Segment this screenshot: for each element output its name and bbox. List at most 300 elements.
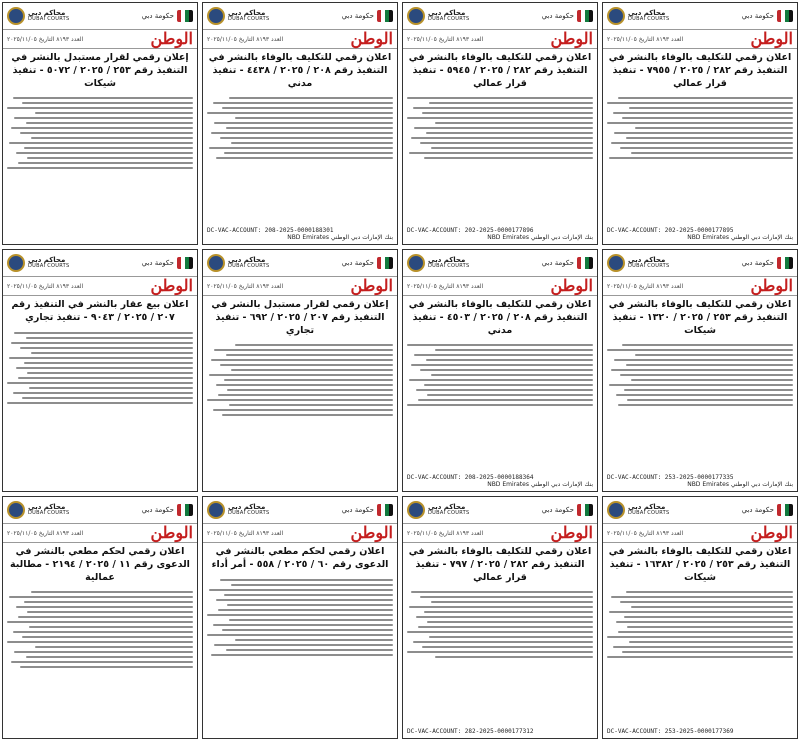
text-line bbox=[609, 611, 793, 613]
notice-footer bbox=[407, 728, 593, 735]
text-line bbox=[209, 374, 393, 376]
text-line bbox=[620, 147, 793, 149]
text-line bbox=[226, 649, 393, 651]
text-line bbox=[35, 646, 193, 648]
text-line bbox=[413, 641, 593, 643]
text-line bbox=[27, 157, 193, 159]
text-line bbox=[211, 359, 393, 361]
text-line bbox=[414, 354, 593, 356]
court-name bbox=[28, 10, 69, 22]
text-line bbox=[29, 626, 193, 628]
court-name-ar: محاكم دبي bbox=[228, 503, 266, 511]
account-number: DC-VAC-ACCOUNT: 208-2025-0000188301 bbox=[207, 227, 334, 234]
notice-card bbox=[402, 249, 598, 492]
issue-date: العدد ٨١٩٣ التاريخ ٢٠٢٥/١١/٠٥ bbox=[207, 282, 284, 290]
text-line bbox=[24, 601, 193, 603]
newspaper-name: الوطن bbox=[350, 276, 393, 295]
text-line bbox=[222, 629, 393, 631]
text-line bbox=[431, 147, 593, 149]
account-number: DC-VAC-ACCOUNT: 202-2025-0000177896 bbox=[407, 227, 534, 234]
text-line bbox=[611, 596, 793, 598]
text-line bbox=[14, 332, 193, 334]
court-brand bbox=[607, 501, 669, 519]
court-name-en: DUBAI COURTS bbox=[628, 510, 670, 516]
government-logo-icon bbox=[577, 10, 593, 22]
court-name-en: DUBAI COURTS bbox=[28, 16, 70, 22]
government-name: حكومة دبي bbox=[741, 259, 774, 267]
government-brand bbox=[142, 257, 193, 269]
text-line bbox=[426, 359, 593, 361]
government-brand bbox=[142, 504, 193, 516]
court-name bbox=[628, 504, 669, 516]
text-line bbox=[220, 579, 393, 581]
notice-card bbox=[202, 2, 398, 245]
government-name: حكومة دبي bbox=[741, 12, 774, 20]
text-line bbox=[31, 137, 193, 139]
court-name-ar: محاكم دبي bbox=[428, 503, 466, 511]
text-line bbox=[18, 377, 193, 379]
text-line bbox=[35, 112, 193, 114]
text-line bbox=[27, 611, 193, 613]
text-line bbox=[622, 344, 793, 346]
court-name-en: DUBAI COURTS bbox=[228, 510, 270, 516]
text-line bbox=[424, 384, 593, 386]
court-name bbox=[628, 257, 669, 269]
issue-date: العدد ٨١٩٣ التاريخ ٢٠٢٥/١١/٠٥ bbox=[407, 35, 484, 43]
account-number: DC-VAC-ACCOUNT: 253-2025-0000177369 bbox=[607, 728, 734, 735]
text-line bbox=[7, 107, 193, 109]
bank-name: بنك الإمارات دبي الوطني NBD Emirates bbox=[487, 234, 593, 241]
notice-header bbox=[3, 497, 197, 523]
issue-date: العدد ٨١٩٣ التاريخ ٢٠٢٥/١١/٠٥ bbox=[607, 529, 684, 537]
court-name-en: DUBAI COURTS bbox=[428, 263, 470, 269]
government-logo-icon bbox=[377, 10, 393, 22]
dubai-courts-seal-icon bbox=[607, 501, 625, 519]
newspaper-name: الوطن bbox=[150, 276, 193, 295]
text-line bbox=[635, 127, 793, 129]
notice-card bbox=[602, 2, 798, 245]
court-brand bbox=[407, 7, 469, 25]
text-line bbox=[429, 102, 593, 104]
dubai-courts-seal-icon bbox=[207, 254, 225, 272]
text-line bbox=[631, 606, 793, 608]
text-line bbox=[627, 626, 793, 628]
text-line bbox=[420, 369, 593, 371]
text-line bbox=[420, 596, 593, 598]
notice-body bbox=[603, 339, 797, 411]
government-name: حكومة دبي bbox=[341, 506, 374, 514]
text-line bbox=[424, 611, 593, 613]
notice-card bbox=[402, 496, 598, 739]
text-line bbox=[226, 354, 393, 356]
notice-footer bbox=[407, 227, 593, 241]
newspaper-masthead bbox=[3, 29, 197, 49]
dubai-courts-seal-icon bbox=[207, 7, 225, 25]
notice-header bbox=[203, 3, 397, 29]
notice-title: إعلان رقمي لقرار مستبدل بالنشر في التنفيذ رقم ٢٠٧ / ٢٠٢٥ / ٦٩٢ - تنفيذ تجاري bbox=[211, 299, 389, 336]
dubai-courts-seal-icon bbox=[7, 254, 25, 272]
court-brand bbox=[207, 7, 269, 25]
text-line bbox=[420, 142, 593, 144]
government-brand bbox=[742, 257, 793, 269]
text-line bbox=[11, 661, 193, 663]
notice-body bbox=[203, 339, 397, 421]
text-line bbox=[26, 337, 193, 339]
notice-header bbox=[603, 497, 797, 523]
court-brand bbox=[7, 7, 69, 25]
text-line bbox=[222, 107, 393, 109]
text-line bbox=[226, 127, 393, 129]
court-brand bbox=[407, 501, 469, 519]
text-line bbox=[626, 137, 793, 139]
newspaper-name: الوطن bbox=[150, 29, 193, 48]
text-line bbox=[626, 364, 793, 366]
notice-title: اعلان رقمي للتكليف بالوفاء بالنشر في التنفيذ رقم ٢٨٢ / ٢٠٢٥ / ٧٩٥٥ - تنفيذ قرار عمالي bbox=[608, 52, 792, 89]
government-name: حكومة دبي bbox=[541, 259, 574, 267]
newspaper-name: الوطن bbox=[550, 276, 593, 295]
text-line bbox=[622, 651, 793, 653]
court-brand bbox=[207, 254, 269, 272]
government-brand bbox=[542, 504, 593, 516]
text-line bbox=[626, 591, 793, 593]
text-line bbox=[618, 631, 793, 633]
court-name-ar: محاكم دبي bbox=[228, 9, 266, 17]
court-name bbox=[428, 10, 469, 22]
text-line bbox=[407, 344, 593, 346]
text-line bbox=[429, 636, 593, 638]
text-line bbox=[7, 382, 193, 384]
text-line bbox=[220, 137, 393, 139]
text-line bbox=[413, 107, 593, 109]
text-line bbox=[407, 97, 593, 99]
government-logo-icon bbox=[177, 10, 193, 22]
newspaper-masthead bbox=[203, 276, 397, 296]
text-line bbox=[7, 621, 193, 623]
newspaper-masthead bbox=[3, 276, 197, 296]
text-line bbox=[213, 102, 393, 104]
notice-header bbox=[603, 3, 797, 29]
newspaper-masthead bbox=[3, 523, 197, 543]
text-line bbox=[424, 157, 593, 159]
government-name: حكومة دبي bbox=[341, 12, 374, 20]
text-line bbox=[31, 591, 193, 593]
notice-header bbox=[3, 3, 197, 29]
government-brand bbox=[342, 10, 393, 22]
newspaper-masthead bbox=[203, 29, 397, 49]
government-name: حكومة دبي bbox=[341, 259, 374, 267]
text-line bbox=[607, 102, 793, 104]
text-line bbox=[26, 122, 193, 124]
text-line bbox=[218, 394, 393, 396]
notice-card bbox=[202, 249, 398, 492]
issue-date: العدد ٨١٩٣ التاريخ ٢٠٢٥/١١/٠٥ bbox=[7, 529, 84, 537]
text-line bbox=[227, 389, 393, 391]
court-name bbox=[228, 504, 269, 516]
text-line bbox=[16, 367, 193, 369]
text-line bbox=[609, 157, 793, 159]
text-line bbox=[624, 389, 793, 391]
dubai-courts-seal-icon bbox=[407, 7, 425, 25]
government-logo-icon bbox=[777, 504, 793, 516]
account-number: DC-VAC-ACCOUNT: 253-2025-0000177335 bbox=[607, 474, 734, 481]
text-line bbox=[207, 112, 393, 114]
text-line bbox=[224, 379, 393, 381]
notice-body bbox=[403, 586, 597, 663]
notice-footer bbox=[207, 227, 393, 241]
notice-footer bbox=[607, 227, 793, 241]
text-line bbox=[22, 636, 193, 638]
issue-date: العدد ٨١٩٣ التاريخ ٢٠٢٥/١١/٠٥ bbox=[607, 282, 684, 290]
notice-header bbox=[403, 3, 597, 29]
text-line bbox=[620, 601, 793, 603]
government-brand bbox=[542, 257, 593, 269]
text-line bbox=[629, 107, 793, 109]
notice-header bbox=[403, 497, 597, 523]
text-line bbox=[409, 379, 593, 381]
text-line bbox=[620, 374, 793, 376]
text-line bbox=[414, 127, 593, 129]
dubai-courts-seal-icon bbox=[7, 501, 25, 519]
text-line bbox=[418, 626, 593, 628]
notice-title: اعلان رقمي لحكم مطعي بالنشر في الدعوى رقم ٦٠ / ٢٠٢٥ / ٥٥٨ - أمر أداء bbox=[211, 546, 389, 570]
text-line bbox=[435, 349, 593, 351]
newspaper-name: الوطن bbox=[750, 29, 793, 48]
court-name bbox=[628, 10, 669, 22]
text-line bbox=[213, 409, 393, 411]
text-line bbox=[24, 147, 193, 149]
notice-header bbox=[203, 497, 397, 523]
text-line bbox=[224, 152, 393, 154]
court-name bbox=[228, 257, 269, 269]
dubai-courts-seal-icon bbox=[207, 501, 225, 519]
newspaper-name: الوطن bbox=[550, 523, 593, 542]
text-line bbox=[9, 596, 193, 598]
text-line bbox=[422, 646, 593, 648]
court-name bbox=[28, 257, 69, 269]
notice-body bbox=[3, 327, 197, 409]
court-name-en: DUBAI COURTS bbox=[628, 263, 670, 269]
text-line bbox=[229, 404, 393, 406]
issue-date: العدد ٨١٩٣ التاريخ ٢٠٢٥/١١/٠٥ bbox=[607, 35, 684, 43]
text-line bbox=[207, 614, 393, 616]
text-line bbox=[207, 399, 393, 401]
text-line bbox=[609, 384, 793, 386]
government-logo-icon bbox=[777, 10, 793, 22]
notice-title: إعلان رقمي لقرار مستبدل بالنشر في التنفيذ رقم ٢٥٣ / ٢٠٢٥ / ٥٠٧٢ - تنفيذ شيكات bbox=[11, 52, 189, 89]
text-line bbox=[13, 392, 193, 394]
dubai-courts-seal-icon bbox=[607, 254, 625, 272]
text-line bbox=[407, 631, 593, 633]
notice-title: اعلان رقمي للتكليف بالوفاء بالنشر في التنفيذ رقم ٢٠٨ / ٢٠٢٥ / ٤٤٣٨ - تنفيذ مدني bbox=[208, 52, 392, 89]
notice-title: اعلان رقمي للتكليف بالوفاء بالنشر في التنفيذ رقم ٢٨٢ / ٢٠٢٥ / ٥٩٤٥ - تنفيذ قرار عمالي bbox=[408, 52, 592, 89]
text-line bbox=[614, 359, 793, 361]
text-line bbox=[435, 122, 593, 124]
government-logo-icon bbox=[177, 257, 193, 269]
text-line bbox=[231, 584, 393, 586]
court-name-en: DUBAI COURTS bbox=[428, 16, 470, 22]
notice-header bbox=[203, 250, 397, 276]
court-name-en: DUBAI COURTS bbox=[428, 510, 470, 516]
text-line bbox=[407, 404, 593, 406]
notice-card bbox=[202, 496, 398, 739]
text-line bbox=[427, 394, 593, 396]
court-name-en: DUBAI COURTS bbox=[228, 263, 270, 269]
issue-date: العدد ٨١٩٣ التاريخ ٢٠٢٥/١١/٠٥ bbox=[7, 35, 84, 43]
text-line bbox=[213, 624, 393, 626]
text-line bbox=[418, 399, 593, 401]
notice-footer bbox=[607, 474, 793, 488]
account-number: DC-VAC-ACCOUNT: 282-2025-0000177312 bbox=[407, 728, 534, 735]
notice-card bbox=[602, 249, 798, 492]
court-brand bbox=[607, 254, 669, 272]
notice-body bbox=[3, 92, 197, 174]
text-line bbox=[9, 142, 193, 144]
court-name-en: DUBAI COURTS bbox=[28, 263, 70, 269]
government-name: حكومة دبي bbox=[141, 506, 174, 514]
text-line bbox=[231, 369, 393, 371]
text-line bbox=[411, 591, 593, 593]
text-line bbox=[411, 364, 593, 366]
notice-body bbox=[203, 92, 397, 164]
government-brand bbox=[742, 10, 793, 22]
notice-body bbox=[603, 586, 797, 663]
notice-title: اعلان رقمي للتكليف بالوفاء بالنشر في التنفيذ رقم ٢٥٣ / ٢٠٢٥ / ١٣٢٠ - تنفيذ شيكات bbox=[608, 299, 792, 336]
notice-body bbox=[3, 586, 197, 673]
text-line bbox=[622, 117, 793, 119]
newspaper-name: الوطن bbox=[350, 523, 393, 542]
newspaper-name: الوطن bbox=[150, 523, 193, 542]
notice-title: اعلان رقمي للتكليف بالوفاء بالنشر في التنفيذ رقم ٢٨٢ / ٢٠٢٥ / ٧٩٧ - تنفيذ قرار عمالي bbox=[408, 546, 592, 583]
notice-title: اعلان بيع عقار بالنشر في التنفيذ رقم ٢٠٧ / ٢٠٢٥ / ٩٠٤٣ - تنفيذ تجاري bbox=[11, 299, 189, 323]
notice-footer bbox=[407, 474, 593, 488]
government-brand bbox=[542, 10, 593, 22]
text-line bbox=[22, 397, 193, 399]
text-line bbox=[27, 372, 193, 374]
government-brand bbox=[342, 504, 393, 516]
text-line bbox=[18, 616, 193, 618]
text-line bbox=[214, 644, 393, 646]
government-name: حكومة دبي bbox=[541, 506, 574, 514]
court-name-ar: محاكم دبي bbox=[628, 9, 666, 17]
court-name-en: DUBAI COURTS bbox=[28, 510, 70, 516]
account-number: DC-VAC-ACCOUNT: 208-2025-0000188364 bbox=[407, 474, 534, 481]
text-line bbox=[416, 616, 593, 618]
text-line bbox=[627, 399, 793, 401]
newspaper-masthead bbox=[203, 523, 397, 543]
court-name-ar: محاكم دبي bbox=[228, 256, 266, 264]
newspaper-name: الوطن bbox=[750, 523, 793, 542]
court-name-en: DUBAI COURTS bbox=[228, 16, 270, 22]
text-line bbox=[616, 394, 793, 396]
text-line bbox=[214, 349, 393, 351]
notice-header bbox=[3, 250, 197, 276]
issue-date: العدد ٨١٩٣ التاريخ ٢٠٢٥/١١/٠٥ bbox=[207, 35, 284, 43]
text-line bbox=[14, 117, 193, 119]
court-name-en: DUBAI COURTS bbox=[628, 16, 670, 22]
court-name-ar: محاكم دبي bbox=[628, 256, 666, 264]
text-line bbox=[407, 117, 593, 119]
court-name bbox=[228, 10, 269, 22]
bank-name: بنك الإمارات دبي الوطني NBD Emirates bbox=[487, 481, 593, 488]
text-line bbox=[422, 112, 593, 114]
text-line bbox=[224, 594, 393, 596]
text-line bbox=[26, 656, 193, 658]
text-line bbox=[20, 132, 193, 134]
text-line bbox=[11, 127, 193, 129]
text-line bbox=[216, 384, 393, 386]
text-line bbox=[20, 666, 193, 668]
text-line bbox=[13, 631, 193, 633]
court-name-ar: محاكم دبي bbox=[428, 256, 466, 264]
notice-footer bbox=[607, 728, 793, 735]
text-line bbox=[216, 157, 393, 159]
text-line bbox=[409, 152, 593, 154]
text-line bbox=[235, 344, 393, 346]
government-brand bbox=[342, 257, 393, 269]
notice-title: اعلان رقمي للتكليف بالوفاء بالنشر في التنفيذ رقم ٢٥٣ / ٢٠٢٥ / ١٦٣٨٢ - تنفيذ شيكات bbox=[608, 546, 792, 583]
text-line bbox=[607, 656, 793, 658]
court-name bbox=[28, 504, 69, 516]
text-line bbox=[9, 357, 193, 359]
text-line bbox=[20, 347, 193, 349]
bank-name: بنك الإمارات دبي الوطني NBD Emirates bbox=[287, 234, 393, 241]
account-number: DC-VAC-ACCOUNT: 202-2025-0000177895 bbox=[607, 227, 734, 234]
text-line bbox=[18, 162, 193, 164]
government-logo-icon bbox=[377, 504, 393, 516]
court-brand bbox=[7, 501, 69, 519]
text-line bbox=[207, 634, 393, 636]
text-line bbox=[607, 122, 793, 124]
text-line bbox=[426, 132, 593, 134]
court-name-ar: محاكم دبي bbox=[428, 9, 466, 17]
government-logo-icon bbox=[377, 257, 393, 269]
text-line bbox=[427, 621, 593, 623]
dubai-courts-seal-icon bbox=[607, 7, 625, 25]
text-line bbox=[409, 606, 593, 608]
text-line bbox=[611, 142, 793, 144]
government-brand bbox=[142, 10, 193, 22]
notice-title: اعلان رقمي للتكليف بالوفاء بالنشر في التنفيذ رقم ٢٠٨ / ٢٠٢٥ / ٤٥٠٣ - تنفيذ مدني bbox=[408, 299, 592, 336]
newspaper-masthead bbox=[603, 523, 797, 543]
newspaper-masthead bbox=[603, 276, 797, 296]
text-line bbox=[624, 616, 793, 618]
dubai-courts-seal-icon bbox=[407, 254, 425, 272]
text-line bbox=[629, 641, 793, 643]
text-line bbox=[235, 117, 393, 119]
notice-body bbox=[203, 574, 397, 661]
court-name-ar: محاكم دبي bbox=[28, 503, 66, 511]
text-line bbox=[211, 654, 393, 656]
text-line bbox=[29, 387, 193, 389]
government-brand bbox=[742, 504, 793, 516]
government-name: حكومة دبي bbox=[541, 12, 574, 20]
notice-body bbox=[403, 339, 597, 411]
issue-date: العدد ٨١٩٣ التاريخ ٢٠٢٥/١١/٠٥ bbox=[407, 529, 484, 537]
notice-header bbox=[603, 250, 797, 276]
notice-card bbox=[2, 2, 198, 245]
court-name-ar: محاكم دبي bbox=[628, 503, 666, 511]
government-logo-icon bbox=[577, 504, 593, 516]
issue-date: العدد ٨١٩٣ التاريخ ٢٠٢٥/١١/٠٥ bbox=[207, 529, 284, 537]
government-logo-icon bbox=[777, 257, 793, 269]
court-brand bbox=[607, 7, 669, 25]
notice-card bbox=[2, 496, 198, 739]
text-line bbox=[13, 97, 193, 99]
court-name-ar: محاكم دبي bbox=[28, 9, 66, 17]
government-logo-icon bbox=[577, 257, 593, 269]
notice-body bbox=[603, 92, 797, 164]
notice-title: اعلان رقمي لحكم مطعي بالنشر في الدعوى رقم ١١ / ٢٠٢٥ / ٢١٩٤ - مطالبة عمالية bbox=[10, 546, 190, 583]
